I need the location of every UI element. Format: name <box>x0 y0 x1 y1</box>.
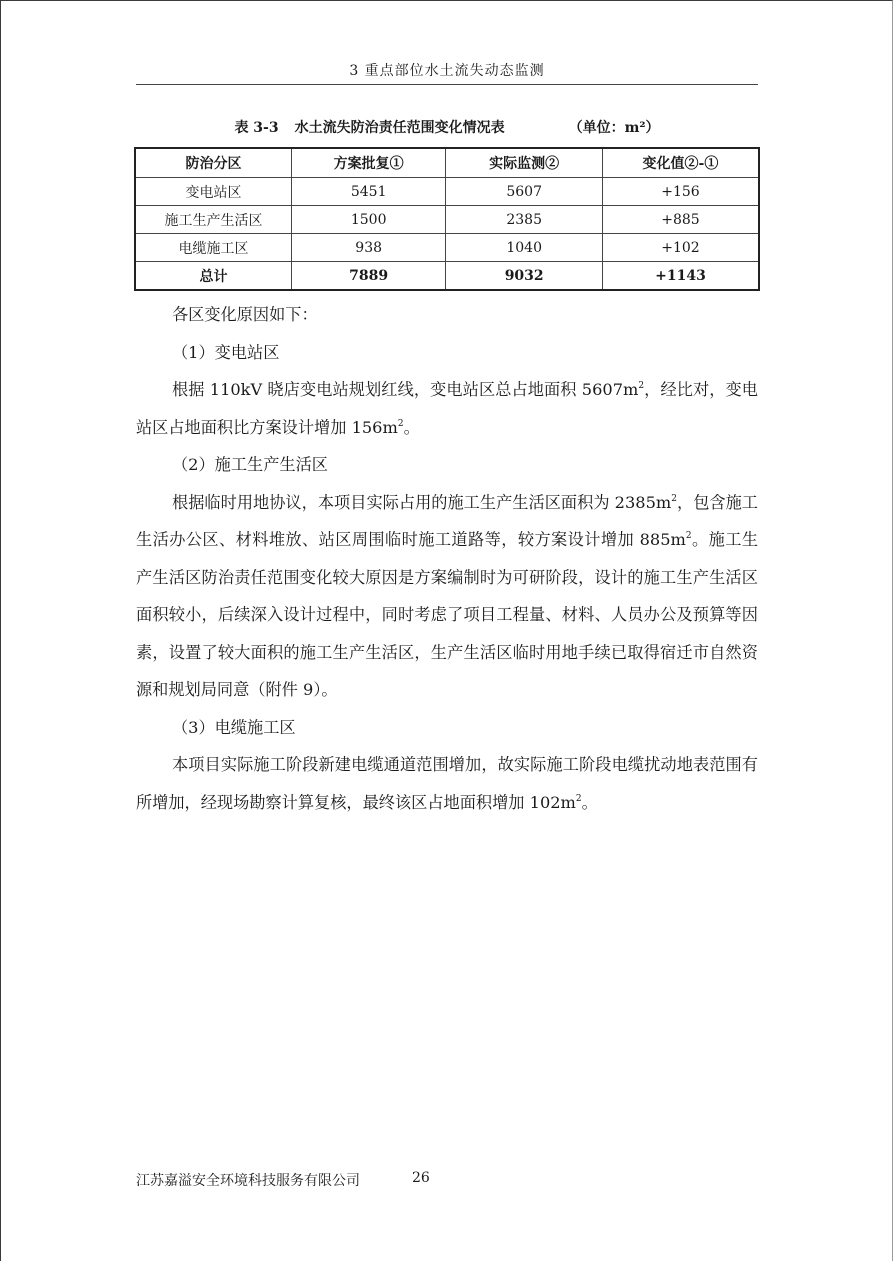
section-2-heading: （2）施工生产生活区 <box>172 455 328 474</box>
header-cell-change: 变化值②-① <box>602 148 759 178</box>
superscript: 2 <box>397 418 404 429</box>
table-caption <box>136 117 758 137</box>
total-cell: +1143 <box>602 262 759 291</box>
text-run: 。施工生产生活区防治责任范围变化较大原因是方案编制时为可研阶段，设计的施工生产生活区面积较小，后续深入设计过程中，同时考虑了项目工程量、材料、人员办公及预算等因素，设置了较大面积的施工生产生活区，生产生活区临时用地手续已取得宿迁市自然资源和规划局同意（附件 9）。 <box>136 530 759 699</box>
superscript: 2 <box>638 381 645 391</box>
page-header: 3 重点部位水土流失动态监测 <box>136 60 758 85</box>
text-run: 。 <box>403 417 420 437</box>
section-1-paragraph <box>136 371 758 446</box>
superscript: 2 <box>575 793 582 804</box>
table-cell: 5607 <box>446 178 603 206</box>
table-cell: 施工生产生活区 <box>135 206 291 234</box>
table-cell: 5451 <box>291 178 446 206</box>
superscript: 2 <box>685 531 692 541</box>
text-run: ，包含施工生活办公区、材料堆放、站区周围临时施工道路等，较方案设计增加 885m <box>136 492 758 549</box>
table-cell: +885 <box>602 206 759 234</box>
table-unit: （单位：m²） <box>568 120 660 136</box>
text-run: 根据 110kV 晓店变电站规划红线，变电站区总占地面积 5607m <box>172 380 639 399</box>
total-cell: 7889 <box>291 262 446 291</box>
table-title: 水土流失防治责任范围变化情况表 <box>294 120 505 136</box>
section-3-paragraph <box>136 746 758 821</box>
table-cell: 2385 <box>446 206 603 234</box>
text-run: 根据临时用地协议，本项目实际占用的施工生产生活区面积为 2385m <box>172 492 672 512</box>
footer-company: 江苏嘉溢安全环境科技服务有限公司 <box>136 1173 360 1189</box>
header-cell-monitored: 实际监测② <box>446 148 603 178</box>
change-table <box>134 147 760 291</box>
text-run: 本项目实际施工阶段新建电缆通道范围增加，故实际施工阶段电缆扰动地表范围有所增加，经现场勘察计算复核，最终该区占地面积增加 102m <box>136 755 758 812</box>
table-row <box>135 234 759 262</box>
header-cell-approved: 方案批复① <box>291 148 446 178</box>
superscript: 2 <box>671 493 677 504</box>
total-cell: 9032 <box>446 262 603 291</box>
header-cell-zone: 防治分区 <box>135 148 291 178</box>
table-header-row <box>135 148 759 178</box>
page-footer <box>136 1170 430 1190</box>
table-row <box>135 206 759 234</box>
intro-paragraph: 各区变化原因如下： <box>172 305 318 324</box>
table-number: 表 3-3 <box>234 120 279 136</box>
table-caption-title-group <box>234 117 520 137</box>
page-number: 26 <box>412 1170 430 1186</box>
table-cell: +156 <box>602 178 759 206</box>
table-cell: 1500 <box>291 206 446 234</box>
body-text <box>136 296 758 821</box>
section-2-paragraph <box>136 484 758 709</box>
text-run: ，经比对，变电站区占地面积比方案设计增加 156m <box>136 380 758 437</box>
table-cell: 1040 <box>446 234 603 262</box>
section-3-heading: （3）电缆施工区 <box>172 717 296 737</box>
table-total-row <box>135 262 759 291</box>
text-run: 。 <box>581 792 598 812</box>
section-1-heading: （1）变电站区 <box>172 342 280 362</box>
table-cell: +102 <box>602 234 759 262</box>
total-cell: 总计 <box>135 262 291 291</box>
table-cell: 938 <box>291 234 446 262</box>
table-row <box>135 178 759 206</box>
table-cell: 变电站区 <box>135 178 291 206</box>
table-cell: 电缆施工区 <box>135 234 291 262</box>
